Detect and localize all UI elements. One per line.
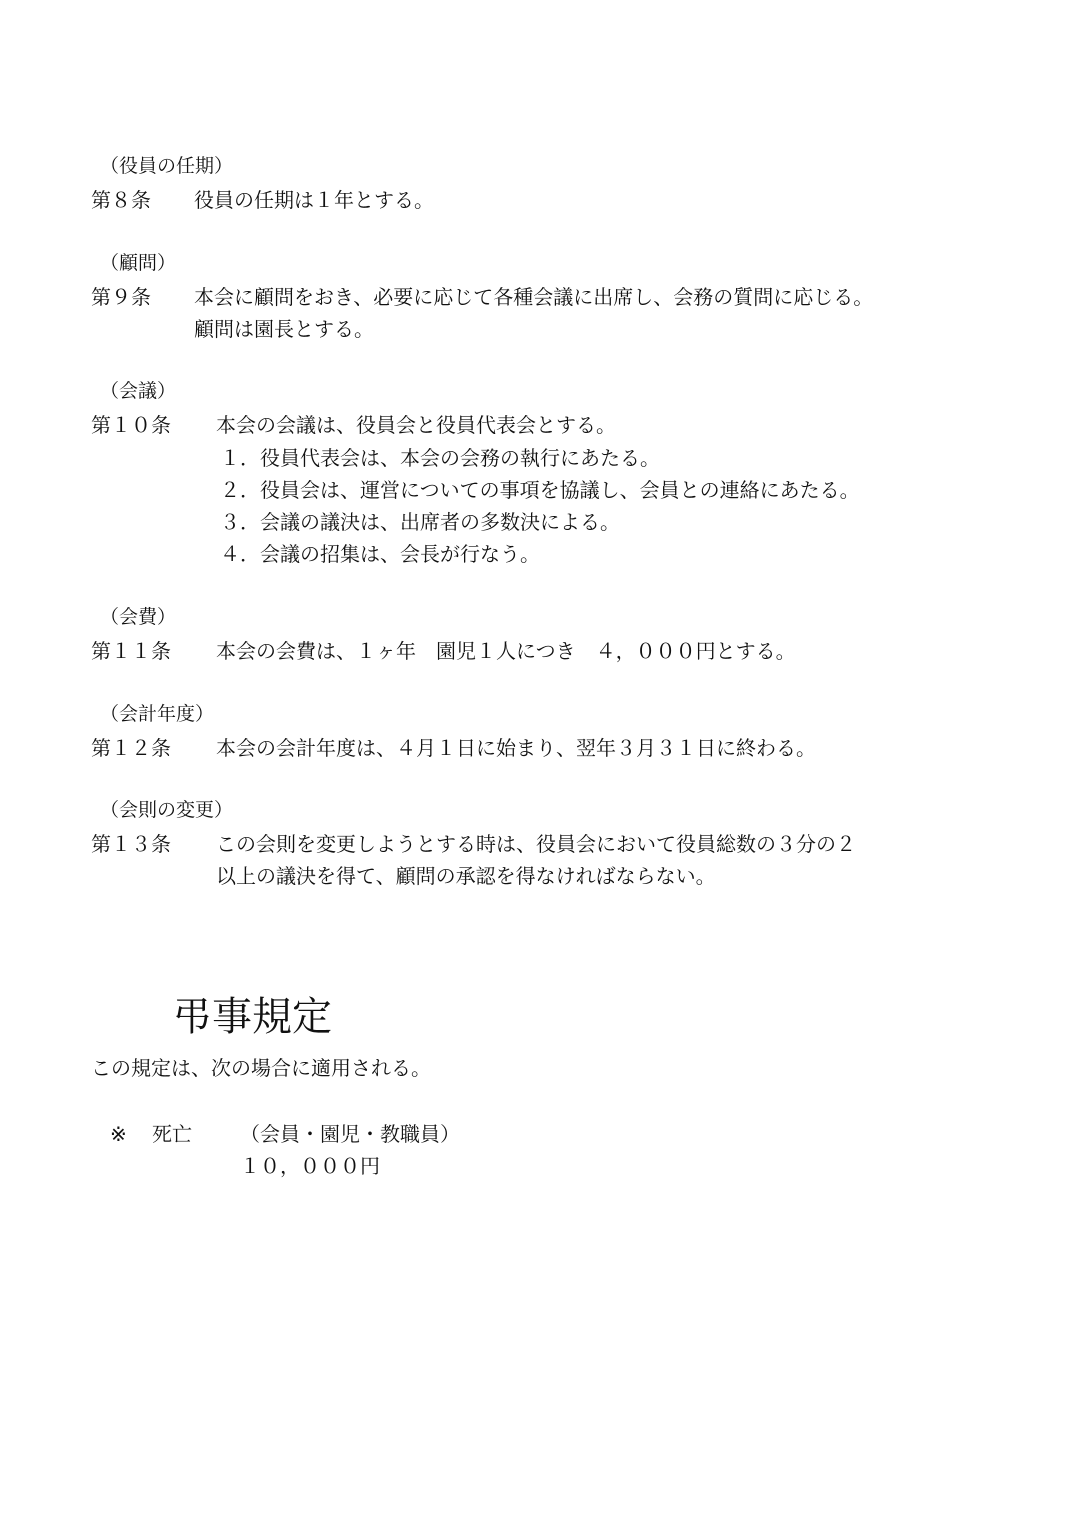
article-13-heading: （会則の変更） — [100, 799, 234, 821]
article-9-text: 顧問は園長とする。 — [194, 317, 374, 341]
article-9-number: 第９条 — [91, 285, 151, 309]
condolence-case: 死亡 — [152, 1122, 192, 1146]
article-9-heading: （顧問） — [100, 252, 177, 274]
article-8-text: 役員の任期は１年とする。 — [194, 188, 434, 212]
article-11-heading: （会費） — [100, 606, 177, 628]
article-13-number: 第１３条 — [91, 832, 171, 856]
article-10-item: ４．会議の招集は、会長が行なう。 — [220, 542, 540, 566]
article-8-heading: （役員の任期） — [100, 155, 234, 177]
article-9-text: 本会に顧問をおき、必要に応じて各種会議に出席し、会務の質問に応じる。 — [194, 285, 874, 309]
article-10-heading: （会議） — [100, 380, 177, 402]
article-11-number: 第１１条 — [91, 639, 171, 663]
condolence-mark: ※ — [110, 1122, 127, 1146]
article-10-item: ２．役員会は、運営についての事項を協議し、会員との連絡にあたる。 — [220, 478, 860, 502]
article-12-text: 本会の会計年度は、４月１日に始まり、翌年３月３１日に終わる。 — [216, 736, 816, 760]
article-8-number: 第８条 — [91, 188, 151, 212]
article-10-item: １．役員代表会は、本会の会務の執行にあたる。 — [220, 446, 660, 470]
article-12-heading: （会計年度） — [100, 703, 215, 725]
condolence-scope: （会員・園児・教職員） — [240, 1122, 460, 1146]
article-12-number: 第１２条 — [91, 736, 171, 760]
condolence-intro: この規定は、次の場合に適用される。 — [91, 1056, 431, 1080]
article-10-text: 本会の会議は、役員会と役員代表会とする。 — [216, 413, 616, 437]
article-13-text: 以上の議決を得て、顧問の承認を得なければならない。 — [216, 864, 716, 888]
condolence-amount: １０，０００円 — [240, 1154, 380, 1178]
article-11-text: 本会の会費は、１ヶ年 園児１人につき ４，０００円とする。 — [216, 639, 796, 663]
article-10-number: 第１０条 — [91, 413, 171, 437]
condolence-title: 弔事規定 — [172, 994, 332, 1040]
article-13-text: この会則を変更しようとする時は、役員会において役員総数の３分の２ — [216, 832, 856, 856]
article-10-item: ３．会議の議決は、出席者の多数決による。 — [220, 510, 620, 534]
